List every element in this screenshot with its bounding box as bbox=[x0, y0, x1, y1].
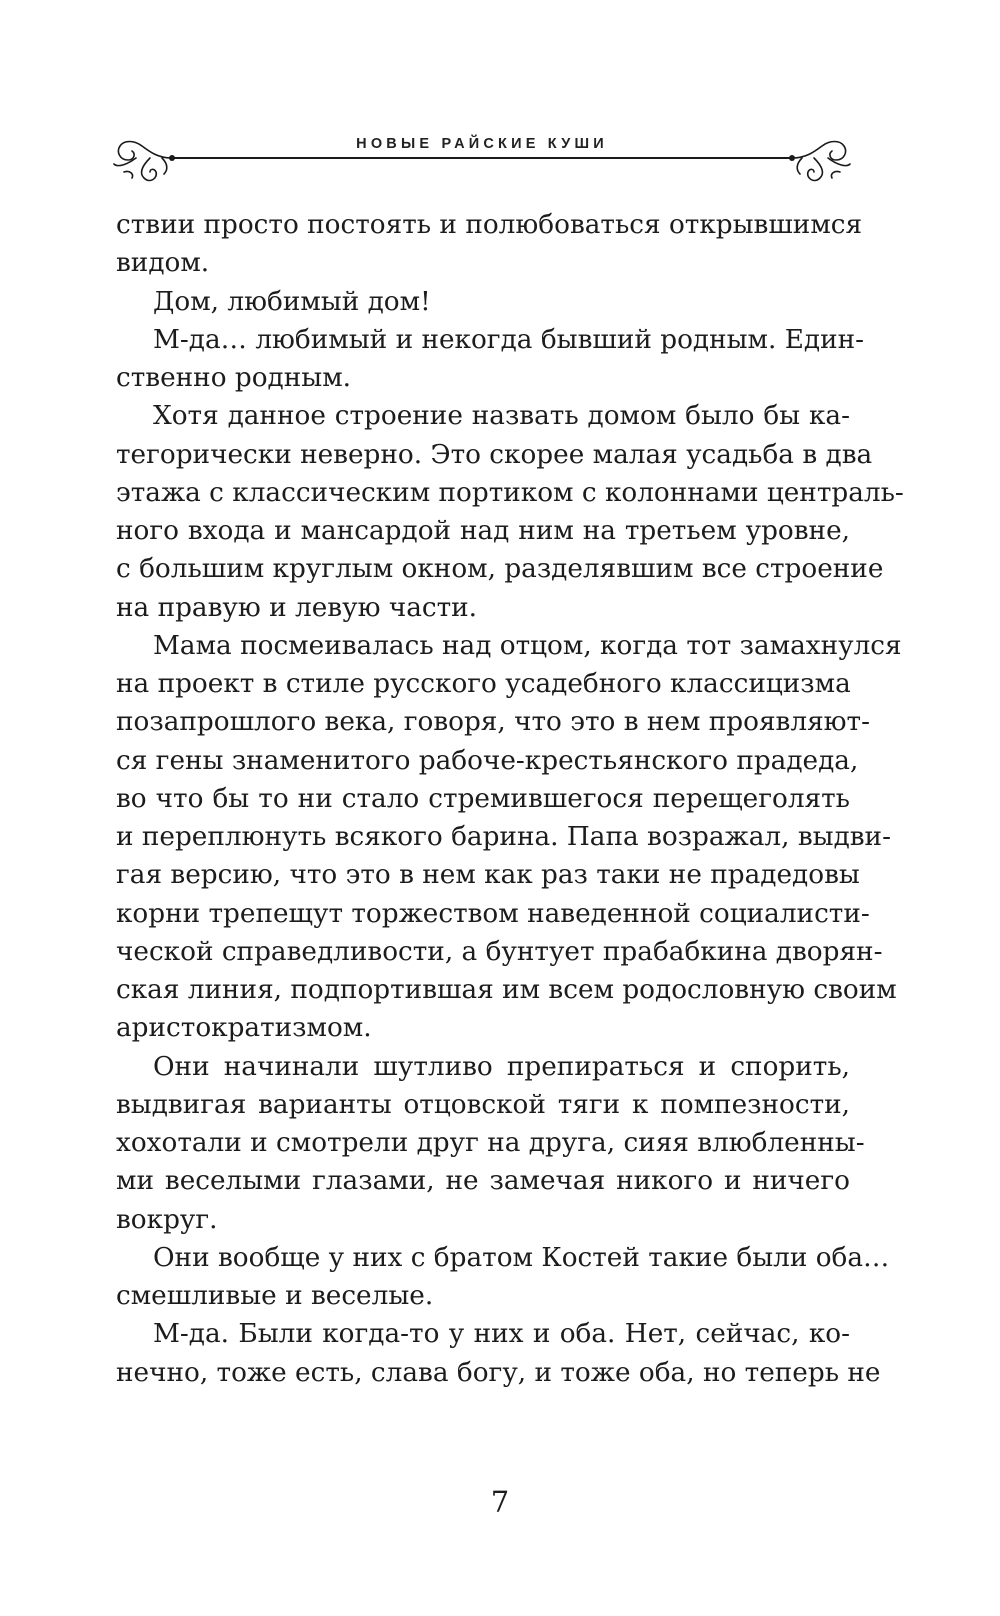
text-line: этажа с классическим портиком с колоннами централь- bbox=[116, 477, 904, 508]
text-line: ственно родным. bbox=[116, 363, 352, 393]
text-line: ся гены знаменитого рабоче-крестьянского прадеда, bbox=[116, 745, 859, 776]
text-line: Они вообще у них с братом Костей такие были оба… bbox=[153, 1242, 890, 1273]
text-line: тегорически неверно. Это скорее малая усадьба в два bbox=[116, 439, 873, 470]
text-line: выдвигая варианты отцовской тяги к помпезности, bbox=[116, 1089, 850, 1120]
text-line: ческой справедливости, а бунтует прабабкина дворян- bbox=[116, 936, 883, 967]
text-line: и переплюнуть всякого барина. Папа возражал, выдви- bbox=[116, 822, 891, 852]
running-header bbox=[110, 128, 854, 198]
text-line: на проект в стиле русского усадебного классицизма bbox=[116, 669, 851, 699]
text-line: с большим круглым окном, разделявшим все строение bbox=[116, 554, 884, 585]
text-line: вокруг. bbox=[116, 1204, 218, 1235]
text-line: Дом, любимый дом! bbox=[153, 286, 431, 317]
text-line: М-да. Были когда-то у них и оба. Нет, сейчас, ко- bbox=[153, 1319, 850, 1350]
text-line: видом. bbox=[116, 248, 210, 279]
text-line: позапрошлого века, говоря, что это в нем проявляют- bbox=[116, 707, 870, 738]
text-line: ми веселыми глазами, не замечая никого и ничего bbox=[116, 1166, 850, 1197]
text-line: Они начинали шутливо препираться и спорить, bbox=[153, 1051, 850, 1082]
text-line: Мама посмеивалась над отцом, когда тот замахнулся bbox=[153, 630, 902, 661]
text-line: во что бы то ни стало стремившегося перещеголять bbox=[116, 783, 850, 814]
text-line: корни трепещут торжеством наведенной социалисти- bbox=[116, 898, 870, 929]
text-line: хохотали и смотрели друг на друга, сияя влюбленны- bbox=[116, 1128, 865, 1158]
text-line: смешливые и веселые. bbox=[116, 1281, 434, 1311]
text-line: Хотя данное строение назвать домом было бы ка- bbox=[153, 401, 850, 432]
text-line: на правую и левую части. bbox=[116, 592, 478, 623]
text-line: М-да… любимый и некогда бывший родным. Един- bbox=[153, 324, 865, 355]
text-line: нечно, тоже есть, слава богу, и тоже оба, но теперь не bbox=[116, 1357, 881, 1388]
text-line: ская линия, подпортившая им всем родословную своим bbox=[116, 975, 897, 1005]
text-line: ного входа и мансардой над ним на третьем уровне, bbox=[116, 516, 850, 546]
running-title: НОВЫЕ РАЙСКИЕ КУШИ bbox=[356, 136, 608, 152]
text-line: аристократизмом. bbox=[116, 1013, 372, 1044]
page-number: 7 bbox=[490, 1485, 510, 1519]
body-text bbox=[116, 206, 904, 1392]
text-line: гая версию, что это в нем как раз таки не прадедовы bbox=[116, 860, 860, 891]
text-line: ствии просто постоять и полюбоваться открывшимся bbox=[116, 210, 863, 240]
